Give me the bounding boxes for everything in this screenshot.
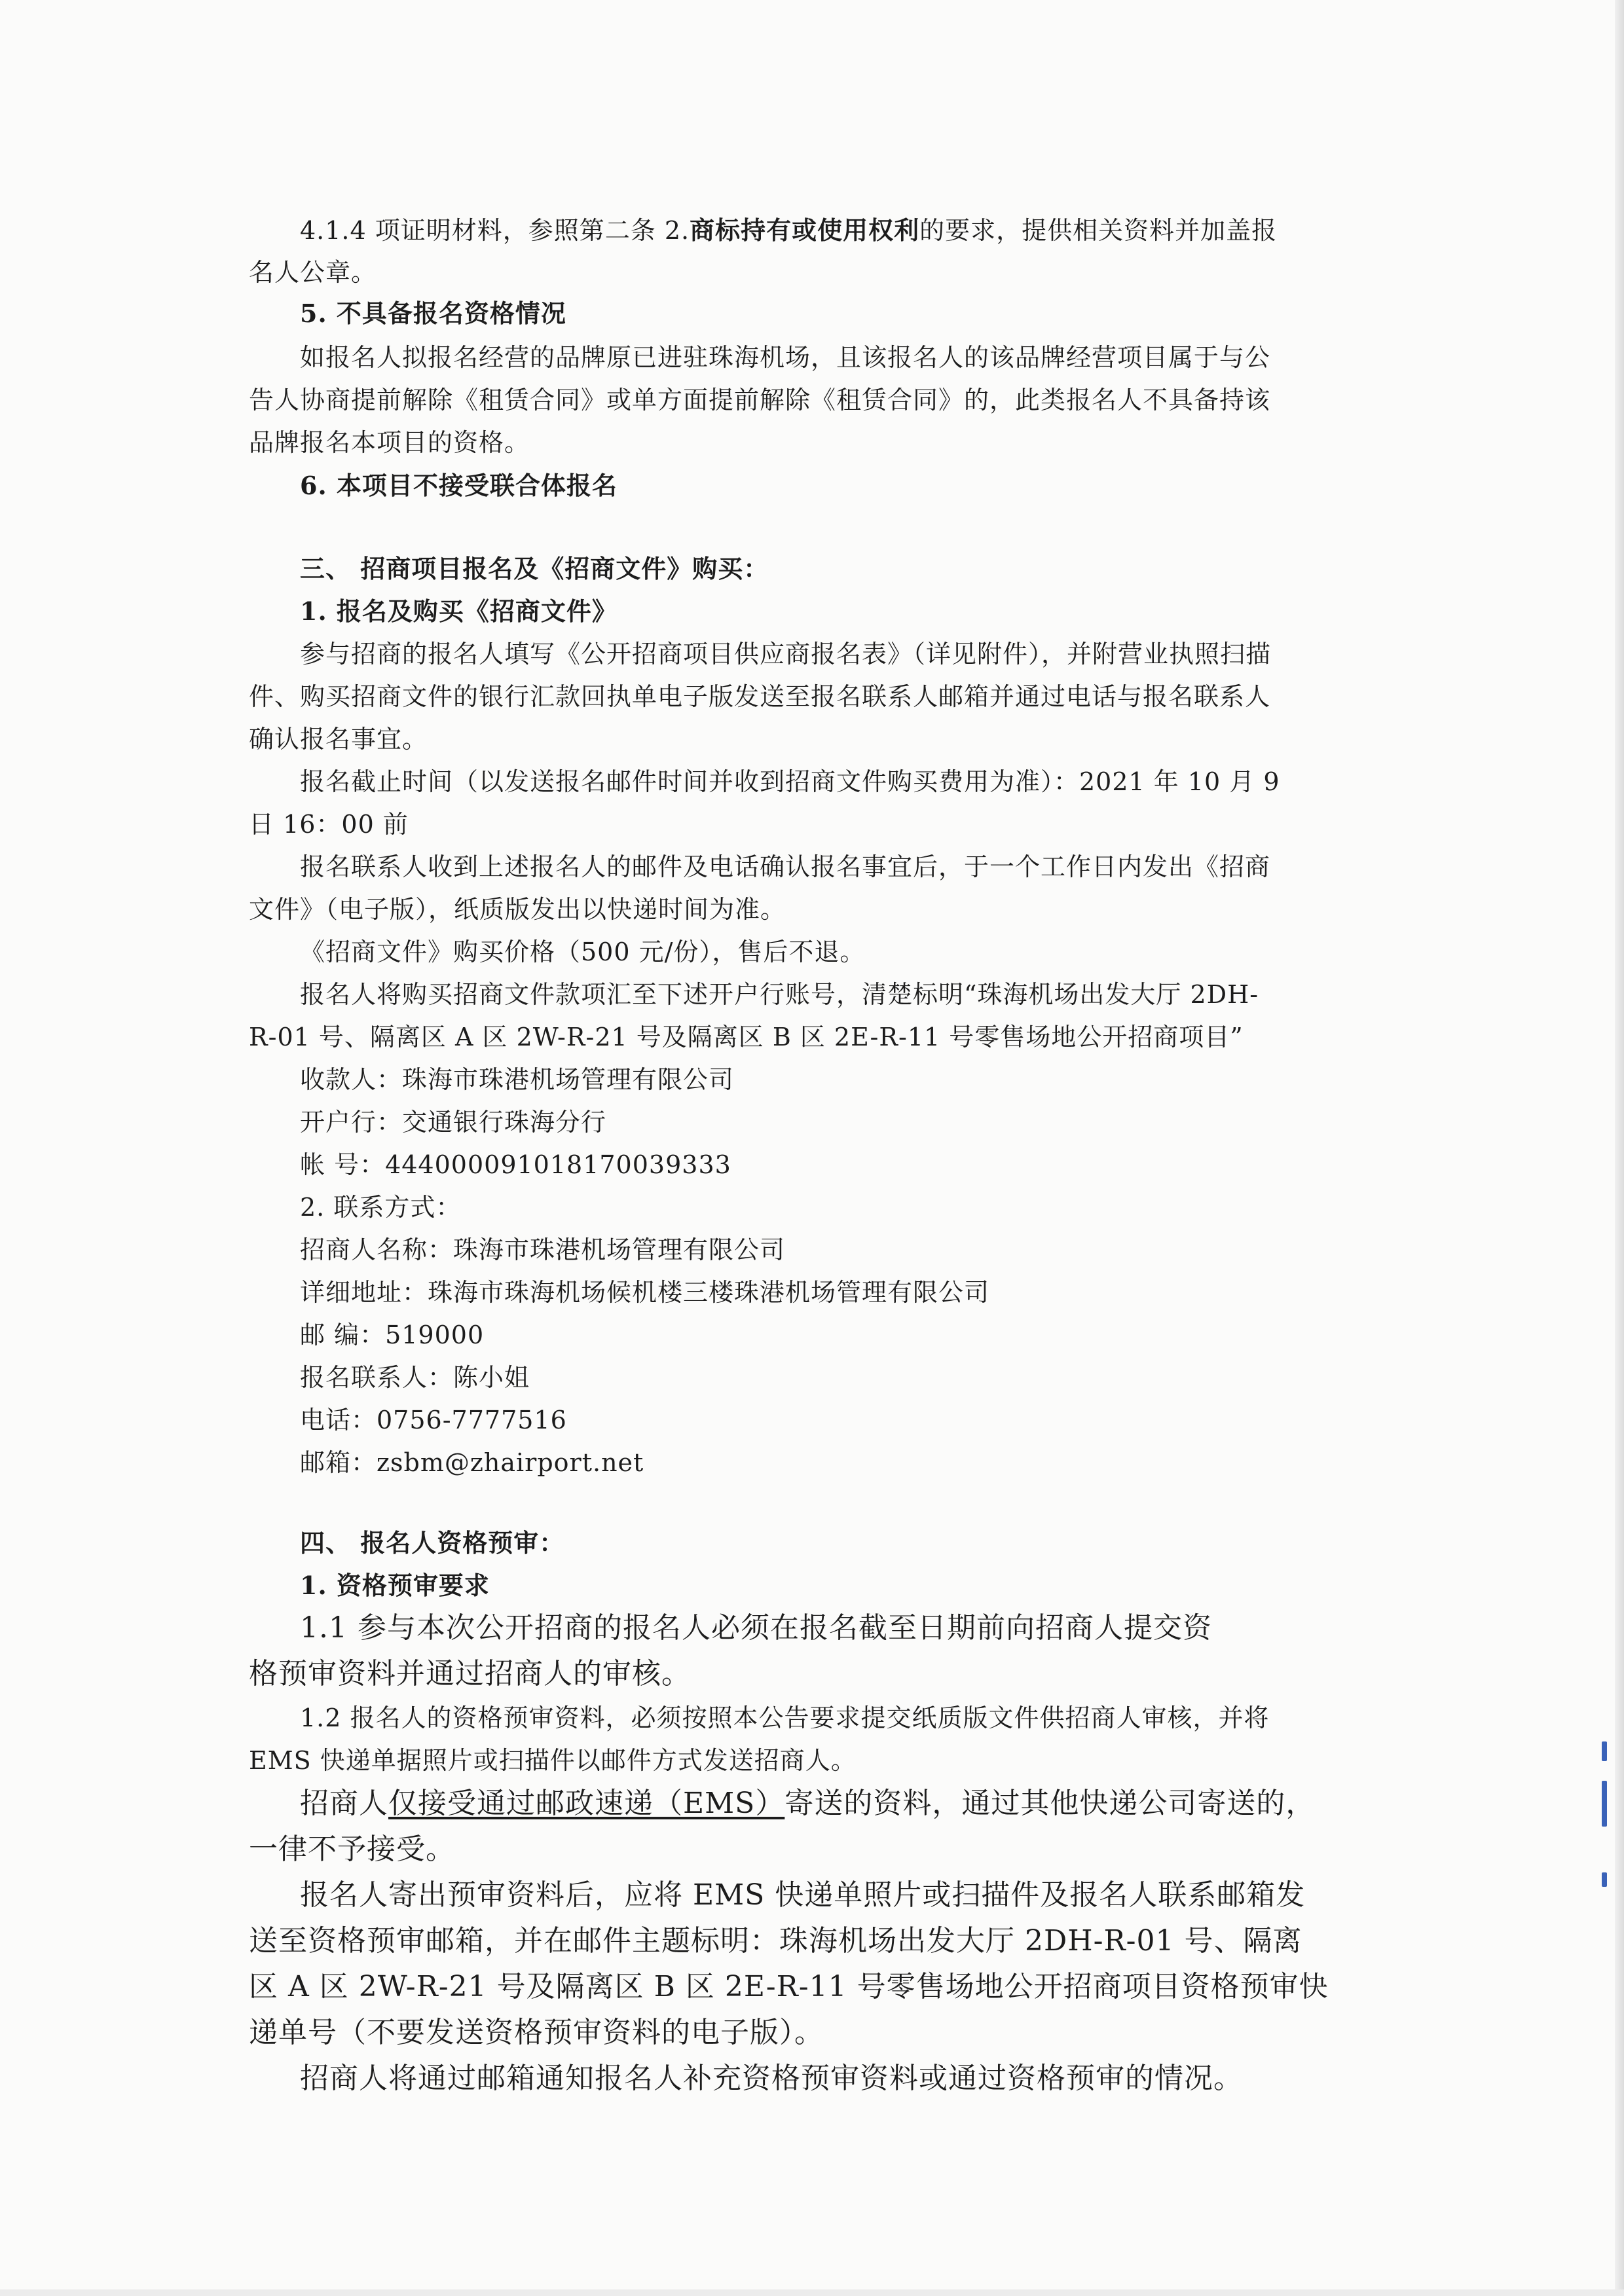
paragraph-line: 告人协商提前解除《租赁合同》或单方面提前解除《租赁合同》的，此类报名人不具备持该 xyxy=(249,386,1271,414)
paragraph-line: 送至资格预审邮箱，并在邮件主题标明：珠海机场出发大厅 2DH-R-01 号、隔离 xyxy=(249,1924,1302,1958)
paragraph-line: 件、购买招商文件的银行汇款回执单电子版发送至报名联系人邮箱并通过电话与报名联系人 xyxy=(249,682,1271,711)
text-span: 招商人 xyxy=(300,1787,388,1820)
paragraph-line: 如报名人拟报名经营的品牌原已进驻珠海机场，且该报名人的该品牌经营项目属于与公 xyxy=(300,343,1271,372)
text-span: 的要求，提供相关资料并加盖报 xyxy=(919,216,1278,245)
scan-bottom-edge xyxy=(0,2289,1624,2296)
contact-person-line: 报名联系人：陈小姐 xyxy=(300,1363,530,1392)
paragraph-line: 递单号（不要发送资格预审资料的电子版）。 xyxy=(249,2016,824,2049)
paragraph-line: R-01 号、隔离区 A 区 2W-R-21 号及隔离区 B 区 2E-R-11 号零售场地公开招商项目” xyxy=(249,1023,1244,1051)
paragraph-line: 报名截止时间（以发送报名邮件时间并收到招商文件购买费用为准）：2021 年 10 月 9 xyxy=(300,767,1280,796)
section-heading: 1. 资格预审要求 xyxy=(300,1571,490,1600)
section-heading: 6. 本项目不接受联合体报名 xyxy=(300,471,618,500)
section-heading: 5. 不具备报名资格情况 xyxy=(300,299,566,328)
paragraph-line: 品牌报名本项目的资格。 xyxy=(249,428,530,457)
account-line: 帐 号：444000091018170039333 xyxy=(300,1150,731,1179)
paragraph-line: 1.1 参与本次公开招商的报名人必须在报名截至日期前向招商人提交资 xyxy=(300,1611,1212,1645)
section-heading: 1. 报名及购买《招商文件》 xyxy=(300,596,618,626)
scan-edge-mark xyxy=(1602,1741,1607,1761)
contact-address-line: 详细地址：珠海市珠海机场候机楼三楼珠港机场管理有限公司 xyxy=(300,1278,990,1307)
text-span: 4.1.4 项证明材料，参照第二条 2. xyxy=(300,216,690,245)
scan-edge xyxy=(1615,0,1624,2296)
paragraph-line: 《招商文件》购买价格（500 元/份），售后不退。 xyxy=(300,938,866,966)
bold-text-span: 商标持有或使用权利 xyxy=(690,215,920,245)
scan-edge-mark xyxy=(1602,1872,1607,1887)
paragraph-line: 报名人寄出预审资料后，应将 EMS 快递单照片或扫描件及报名人联系邮箱发 xyxy=(300,1878,1306,1912)
underlined-text-span: 仅接受通过邮政速递（EMS） xyxy=(388,1787,785,1820)
section-heading: 2. 联系方式： xyxy=(300,1193,462,1222)
paragraph-line: 参与招商的报名人填写《公开招商项目供应商报名表》（详见附件），并附营业执照扫描 xyxy=(300,640,1272,668)
paragraph-line: 报名联系人收到上述报名人的邮件及电话确认报名事宜后，于一个工作日内发出《招商 xyxy=(300,852,1271,881)
paragraph-line: 名人公章。 xyxy=(249,258,377,287)
paragraph-line: 区 A 区 2W-R-21 号及隔离区 B 区 2E-R-11 号零售场地公开招商项目资格预审快 xyxy=(249,1970,1329,2003)
paragraph-line: 文件》（电子版），纸质版发出以快递时间为准。 xyxy=(249,895,786,924)
text-span: 寄送的资料，通过其他快递公司寄送的， xyxy=(784,1787,1316,1820)
paragraph-line: 招商人将通过邮箱通知报名人补充资格预审资料或通过资格预审的情况。 xyxy=(300,2062,1243,2095)
contact-name-line: 招商人名称：珠海市珠港机场管理有限公司 xyxy=(300,1235,786,1264)
paragraph-line xyxy=(300,1786,1315,1821)
contact-zip-line: 邮 编：519000 xyxy=(300,1321,485,1349)
paragraph-line xyxy=(300,215,1277,246)
paragraph-line: 日 16：00 前 xyxy=(249,810,409,839)
contact-email-line: 邮箱：zsbm@zhairport.net xyxy=(300,1448,644,1477)
bank-line: 开户行：交通银行珠海分行 xyxy=(300,1108,607,1137)
contact-phone-line: 电话：0756-7777516 xyxy=(300,1406,567,1434)
paragraph-line: 一律不予接受。 xyxy=(249,1832,455,1866)
chapter-heading: 四、 报名人资格预审： xyxy=(300,1528,565,1558)
paragraph-line: 1.2 报名人的资格预审资料，必须按照本公告要求提交纸质版文件供招商人审核，并将 xyxy=(300,1704,1270,1732)
scan-edge-mark xyxy=(1602,1781,1607,1827)
paragraph-line: EMS 快递单据照片或扫描件以邮件方式发送招商人。 xyxy=(249,1746,857,1775)
chapter-heading: 三、 招商项目报名及《招商文件》购买： xyxy=(300,554,769,583)
paragraph-line: 确认报名事宜。 xyxy=(249,725,428,754)
paragraph-line: 格预审资料并通过招商人的审核。 xyxy=(249,1657,691,1690)
paragraph-line: 报名人将购买招商文件款项汇至下述开户行账号，清楚标明“珠海机场出发大厅 2DH- xyxy=(300,980,1259,1009)
payee-line: 收款人：珠海市珠港机场管理有限公司 xyxy=(300,1065,735,1094)
